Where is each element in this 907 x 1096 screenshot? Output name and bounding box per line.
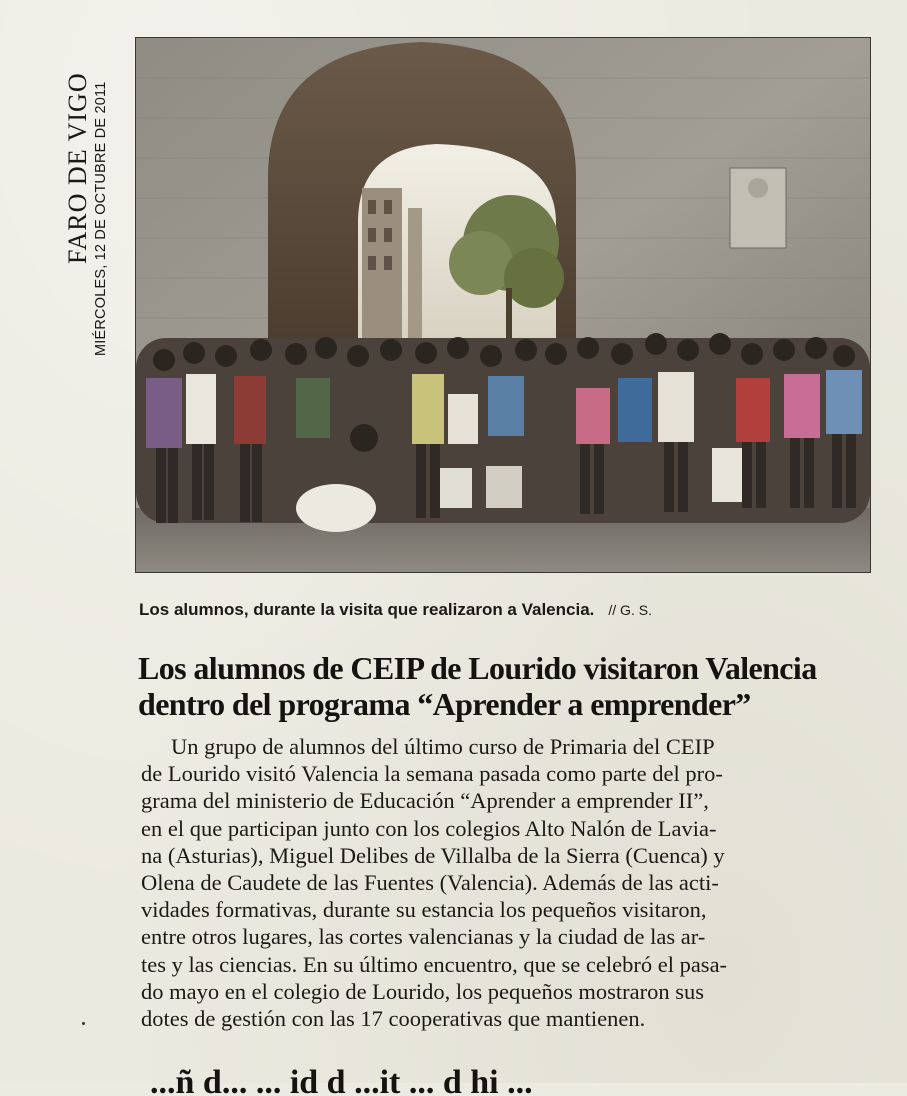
next-article-headline-fragment	[150, 1066, 870, 1096]
publication-date: MIÉRCOLES, 12 DE OCTUBRE DE 2011	[93, 81, 109, 356]
caption-text: Los alumnos, durante la visita que realizaron a Valencia.	[139, 600, 595, 619]
body-line: vidades formativas, durante su estancia los pequeños visitaron,	[141, 897, 707, 923]
article-headline	[138, 650, 878, 722]
body-line: do mayo en el colegio de Lourido, los pequeños mostraron sus	[141, 978, 705, 1004]
body-line: Un grupo de alumnos del último curso de Primaria del CEIP	[171, 734, 715, 759]
body-line: Olena de Caudete de las Fuentes (Valencia). Además de las acti-	[141, 870, 719, 896]
body-line: en el que participan junto con los colegios Alto Nalón de Lavia-	[141, 815, 717, 841]
headline-line-2: dentro del programa “Aprender a emprender”	[138, 686, 751, 722]
headline-line-1: Los alumnos de CEIP de Lourido visitaron Valencia	[138, 650, 817, 686]
photo-credit: // G. S.	[608, 602, 652, 618]
article-photo	[135, 37, 871, 573]
masthead	[64, 36, 124, 356]
body-line: grama del ministerio de Educación “Aprender a emprender II”,	[141, 788, 709, 814]
group-photo-icon	[136, 38, 870, 572]
body-line: na (Asturias), Miguel Delibes de Villalba de la Sierra (Cuenca) y	[141, 842, 725, 868]
photo-caption	[139, 600, 879, 620]
body-line: tes y las ciencias. En su último encuentro, que se celebró el pasa-	[141, 951, 728, 977]
article-body	[141, 733, 881, 1032]
next-headline-text: ...ñ d... ... id d ...it ... d hi ...	[150, 1066, 533, 1096]
body-line: dotes de gestión con las 17 cooperativas que mantienen.	[141, 1006, 646, 1032]
paper-speck	[82, 1022, 85, 1025]
newspaper-name: FARO DE VIGO	[63, 72, 92, 264]
body-line: de Lourido visitó Valencia la semana pasada como parte del pro-	[141, 761, 723, 787]
body-line: entre otros lugares, las cortes valencianas y la ciudad de las ar-	[141, 924, 706, 950]
